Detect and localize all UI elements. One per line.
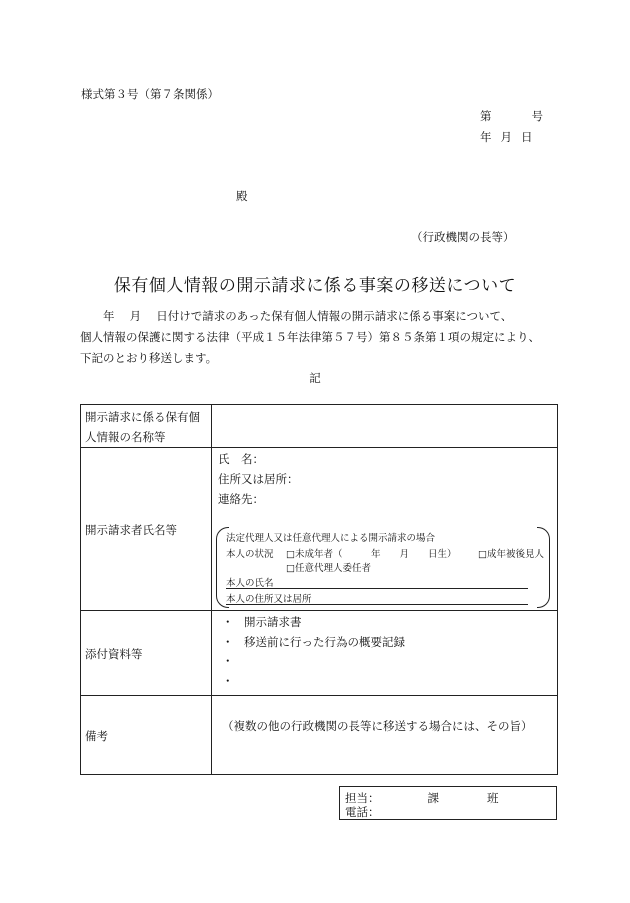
document-date bbox=[480, 129, 533, 145]
list-item: ・ bbox=[222, 654, 234, 668]
agent-status-label: 本人の状況 bbox=[226, 549, 274, 560]
list-item: ・ 開示請求書 bbox=[222, 615, 302, 629]
label-attachments-cell bbox=[81, 611, 212, 696]
name-underline bbox=[226, 588, 528, 589]
label-info-name: 開示請求に係る保有個人情報の名称等 bbox=[81, 405, 212, 448]
label-attachments: 添付資料等 bbox=[85, 647, 143, 661]
list-item: ・ bbox=[222, 673, 234, 688]
body-line-1: 年 月 日付けで請求のあった保有個人情報の開示請求に係る事案について、 bbox=[80, 309, 513, 323]
contact-box bbox=[339, 786, 557, 820]
form-number: 様式第３号（第７条関係） bbox=[81, 87, 219, 101]
details-table bbox=[80, 404, 558, 775]
label-remarks-cell bbox=[81, 696, 212, 775]
doc-number-suffix: 号 bbox=[531, 109, 543, 123]
table-row bbox=[81, 448, 558, 611]
contact-department: 担当： 課 班 bbox=[345, 791, 499, 805]
contact-phone: 電話： bbox=[345, 805, 380, 819]
requester-address: 住所又は居所： bbox=[218, 472, 299, 486]
value-attachments bbox=[212, 611, 558, 696]
agent-person-name: 本人の氏名 bbox=[226, 578, 274, 589]
value-info-name bbox=[212, 405, 558, 448]
bracket-right bbox=[537, 527, 550, 608]
agent-section bbox=[216, 527, 550, 606]
label-remarks: 備考 bbox=[85, 729, 108, 743]
value-requester bbox=[212, 448, 558, 611]
address-underline bbox=[226, 604, 528, 605]
agent-voluntary: □任意代理人委任者 bbox=[286, 563, 371, 574]
body-text bbox=[80, 306, 540, 369]
document-number bbox=[480, 108, 543, 124]
agent-minor: □未成年者（ 年 月 日生） bbox=[286, 549, 457, 560]
remarks-note: （複数の他の行政機関の長等に移送する場合には、その旨） bbox=[222, 719, 533, 733]
date-year: 年 bbox=[480, 130, 492, 144]
date-day: 日 bbox=[521, 130, 533, 144]
agent-person-address: 本人の住所又は居所 bbox=[226, 594, 312, 605]
table-row bbox=[81, 405, 558, 448]
date-month: 月 bbox=[500, 130, 512, 144]
label-requester: 開示請求者氏名等 bbox=[85, 523, 177, 537]
requester-name: 氏 名： bbox=[218, 452, 264, 466]
requester-contact: 連絡先： bbox=[218, 492, 264, 506]
agent-heading: 法定代理人又は任意代理人による開示請求の場合 bbox=[226, 533, 436, 544]
agent-guardian: □成年被後見人 bbox=[478, 549, 544, 560]
document-title: 保有個人情報の開示請求に係る事案の移送について bbox=[113, 276, 517, 296]
table-row bbox=[81, 611, 558, 696]
value-remarks bbox=[212, 696, 558, 775]
body-line-2: 個人情報の保護に関する法律（平成１５年法律第５７号）第８５条第１項の規定により、 bbox=[80, 330, 540, 344]
list-item: ・ 移送前に行った行為の概要記録 bbox=[222, 634, 405, 649]
table-row bbox=[81, 696, 558, 775]
doc-number-prefix: 第 bbox=[480, 109, 492, 123]
ki-marker: 記 bbox=[309, 371, 321, 385]
label-requester-cell bbox=[81, 448, 212, 611]
sender: （行政機関の長等） bbox=[411, 230, 515, 244]
addressee: 殿 bbox=[236, 189, 248, 203]
body-line-3: 下記のとおり移送します。 bbox=[80, 351, 218, 365]
